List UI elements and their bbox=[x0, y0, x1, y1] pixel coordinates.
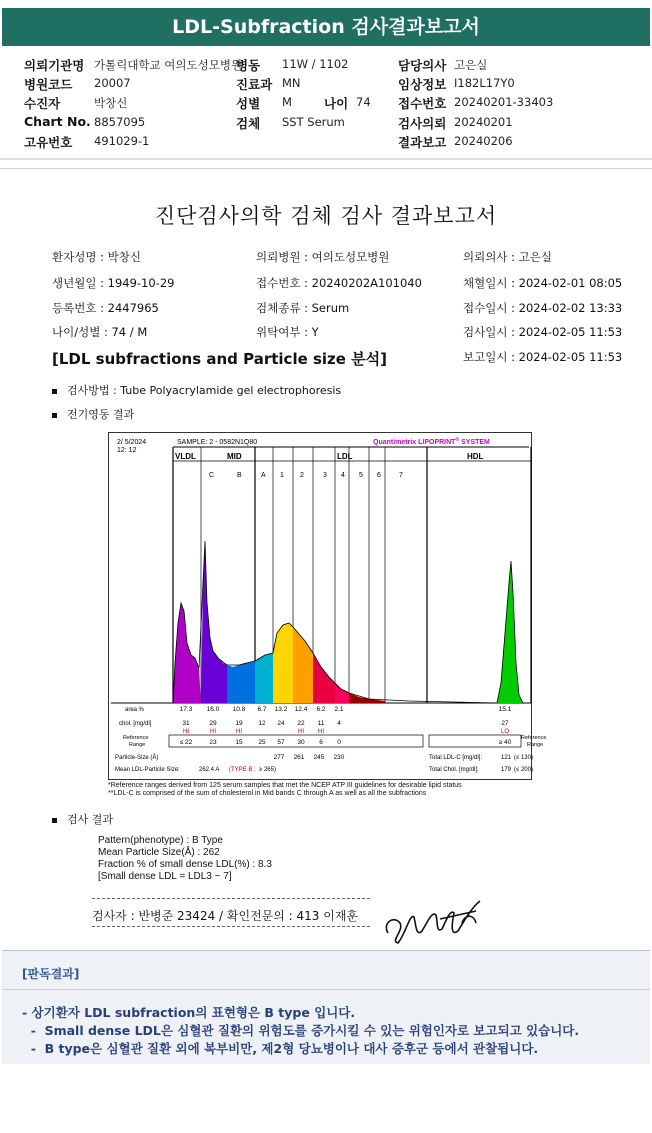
reference-value: 57 bbox=[277, 739, 285, 746]
chart-time: 12: 12 bbox=[117, 447, 137, 454]
mean-ldl-value: 262.4 A bbox=[199, 767, 220, 773]
label-age: 나이 bbox=[324, 96, 349, 111]
result-label: 검사 결과 bbox=[67, 813, 114, 826]
particle-size-value: 245 bbox=[313, 754, 325, 761]
patient-header bbox=[0, 52, 652, 162]
value-specimen: SST Serum bbox=[282, 115, 345, 129]
chol-flag: HI bbox=[298, 729, 304, 735]
band-label: B bbox=[237, 472, 242, 479]
divider bbox=[2, 989, 650, 990]
total-ldl-value: 121 bbox=[501, 755, 512, 761]
chol-value: 22 bbox=[297, 720, 305, 727]
reference-value: 25 bbox=[258, 739, 266, 746]
report-title-bar: LDL-Subfraction 검사결과보고서 bbox=[2, 8, 650, 46]
value-receipt-no: 20240201-33403 bbox=[454, 95, 554, 109]
result-sdldl-def: [Small dense LDL = LDL3 ~ 7] bbox=[98, 871, 232, 882]
chol-value: 4 bbox=[337, 720, 341, 727]
row-label-area: area % bbox=[125, 707, 145, 713]
total-ldl-label: Total LDL-C [mg/dl]: bbox=[429, 755, 483, 761]
value-result-report: 20240206 bbox=[454, 134, 513, 148]
age-sex: 나이/성별 : 74 / M bbox=[52, 325, 148, 339]
registration-number: 등록번호 : 2447965 bbox=[52, 301, 159, 315]
receipt-time: 접수일시 : 2024-02-02 13:33 bbox=[463, 301, 623, 315]
result-mean-size: Mean Particle Size(Å) : 262 bbox=[98, 847, 220, 858]
chart-system bbox=[373, 436, 490, 446]
label-hospital-code: 병원코드 bbox=[24, 77, 73, 92]
value-age: 74 bbox=[356, 95, 371, 109]
label-chart-no: Chart No. bbox=[24, 114, 91, 129]
band-label: 5 bbox=[359, 472, 363, 479]
chol-value: 12 bbox=[258, 720, 266, 727]
particle-size-value: 261 bbox=[293, 754, 305, 761]
label-ward: 병동 bbox=[236, 58, 261, 73]
electrophoresis-chart bbox=[108, 432, 547, 780]
interpretation-title: [판독결과] bbox=[22, 967, 80, 981]
value-doctor: 고은실 bbox=[454, 58, 488, 72]
area-value: 15.1 bbox=[498, 706, 512, 713]
row-label-chol: chol. [mg/dl] bbox=[119, 721, 152, 727]
value-department: MN bbox=[282, 76, 301, 90]
reference-value-hdl: ≥ 40 bbox=[498, 739, 512, 746]
value-hospital-code: 20007 bbox=[94, 76, 131, 90]
chart-system-a: Quantimetrix LIPOPRINT bbox=[373, 439, 456, 446]
footnote-1: *Reference ranges derived from 125 serum samples that met the NCEP ATP III guidelines for desirable lipid status bbox=[108, 782, 462, 789]
value-ward: 11W / 1102 bbox=[282, 57, 349, 71]
chol-flag: HI bbox=[183, 729, 189, 735]
band-label: A bbox=[261, 472, 266, 479]
total-ldl-limit: (≤ 130) bbox=[514, 755, 533, 761]
band-label: 4 bbox=[341, 472, 345, 479]
test-time: 검사일시 : 2024-02-05 11:53 bbox=[463, 325, 623, 339]
particle-size-value: 277 bbox=[273, 754, 285, 761]
band-label: C bbox=[209, 472, 215, 479]
band-label: 7 bbox=[399, 472, 403, 479]
signature-image bbox=[380, 893, 500, 949]
method-label: 검사방법 : bbox=[67, 384, 121, 397]
report-time: 보고일시 : 2024-02-05 11:53 bbox=[463, 350, 623, 364]
bullet-icon bbox=[52, 389, 57, 394]
method-bullet bbox=[52, 382, 341, 398]
area-value: 17.3 bbox=[179, 706, 193, 713]
area-value: 6.7 bbox=[257, 706, 267, 713]
chol-flag: HI bbox=[318, 729, 324, 735]
bullet-icon bbox=[52, 413, 57, 418]
region-label: VLDL bbox=[175, 452, 196, 461]
chart-system-b: SYSTEM bbox=[459, 439, 490, 446]
chol-value: 29 bbox=[209, 720, 217, 727]
receipt-number: 접수번호 : 20240202A101040 bbox=[256, 276, 422, 290]
value-requesting-org: 가톨릭대학교 여의도성모병원 bbox=[94, 58, 243, 72]
area-value: 10.8 bbox=[232, 706, 246, 713]
label-test-request: 검사의뢰 bbox=[398, 116, 447, 131]
requesting-doctor: 의뢰의사 : 고은실 bbox=[463, 250, 552, 264]
method-value: Tube Polyacrylamide gel electrophoresis bbox=[120, 384, 342, 397]
reference-value: 0 bbox=[337, 739, 341, 746]
examiner-line: 검사자 : 반병준 23424 / 확인전문의 : 413 이재훈 bbox=[92, 909, 359, 923]
outsourced: 위탁여부 : Y bbox=[256, 325, 319, 339]
interpretation-line: - 상기환자 LDL subfraction의 표현형은 B type 입니다. bbox=[22, 1005, 356, 1020]
band-label: 3 bbox=[323, 472, 327, 479]
reference-value: 15 bbox=[235, 739, 243, 746]
band-area bbox=[173, 603, 201, 703]
divider bbox=[0, 158, 652, 160]
label-requesting-org: 의뢰기관명 bbox=[24, 58, 85, 73]
value-clinical-info: I182L17Y0 bbox=[454, 76, 515, 90]
result-bullet bbox=[52, 811, 113, 827]
label-sex: 성별 bbox=[236, 96, 261, 111]
mean-ldl-label: Mean LDL-Particle Size: bbox=[115, 767, 180, 773]
result-pattern: Pattern(phenotype) : B Type bbox=[98, 835, 223, 846]
band-area bbox=[335, 683, 349, 703]
particle-size-value: 230 bbox=[333, 754, 345, 761]
chart-system-reg: ® bbox=[455, 437, 460, 443]
result-fraction: Fraction % of small dense LDL(%) : 8.3 bbox=[98, 859, 272, 870]
label-doctor: 담당의사 bbox=[398, 58, 447, 73]
band-area bbox=[255, 653, 273, 703]
birth-date: 생년월일 : 1949-10-29 bbox=[52, 276, 175, 290]
label-specimen: 검체 bbox=[236, 116, 261, 131]
dashed-divider bbox=[92, 898, 370, 899]
footnote-2: **LDL-C is comprised of the sum of cholesterol in Mid bands C through A as well as all the subfractions bbox=[108, 790, 427, 797]
ref-label: Reference bbox=[123, 735, 149, 741]
band-label: 2 bbox=[300, 472, 304, 479]
total-chol-label: Total Chol. [mg/dl]: bbox=[429, 767, 479, 773]
value-chart-no: 8857095 bbox=[94, 115, 146, 129]
document-title: 진단검사의학 검체 검사 결과보고서 bbox=[154, 204, 498, 228]
label-unique-no: 고유번호 bbox=[24, 135, 73, 150]
mean-ldl-type: (TYPE B ; bbox=[229, 767, 256, 773]
collection-time: 채혈일시 : 2024-02-01 08:05 bbox=[463, 276, 623, 290]
total-chol-value: 179 bbox=[501, 767, 512, 773]
electrophoresis-bullet bbox=[52, 406, 134, 422]
reference-value: ≤ 22 bbox=[179, 739, 193, 746]
band-area bbox=[273, 623, 293, 703]
requesting-hospital: 의뢰병원 : 여의도성모병원 bbox=[256, 250, 390, 264]
result-summary bbox=[98, 835, 272, 883]
mean-ldl-limit: ≥ 265) bbox=[259, 767, 276, 773]
label-result-report: 결과보고 bbox=[398, 135, 447, 150]
value-test-request: 20240201 bbox=[454, 115, 513, 129]
divider bbox=[0, 168, 652, 169]
section-title: [LDL subfractions and Particle size 분석] bbox=[52, 350, 388, 368]
area-value: 2.1 bbox=[334, 706, 344, 713]
chol-value: 24 bbox=[277, 720, 285, 727]
patient-name: 환자성명 : 박창신 bbox=[52, 250, 141, 264]
region-label: MID bbox=[227, 452, 242, 461]
dashed-divider bbox=[92, 926, 370, 927]
label-clinical-info: 임상정보 bbox=[398, 77, 447, 92]
reference-value: 6 bbox=[319, 739, 323, 746]
label-department: 진료과 bbox=[236, 77, 273, 92]
chol-flag: LO bbox=[500, 729, 510, 735]
band-area bbox=[227, 661, 255, 703]
chart-date: 2/ 5/2024 bbox=[117, 439, 147, 446]
band-area bbox=[201, 541, 227, 703]
region-label: HDL bbox=[467, 452, 484, 461]
value-unique-no: 491029-1 bbox=[94, 134, 150, 148]
band-area bbox=[313, 653, 335, 703]
region-label: LDL bbox=[337, 452, 353, 461]
reference-value: 30 bbox=[297, 739, 305, 746]
value-examinee: 박창신 bbox=[94, 96, 128, 110]
reference-value: 23 bbox=[209, 739, 217, 746]
chart-dynamic-layer bbox=[111, 447, 546, 773]
interpretation-line: - Small dense LDL은 심혈관 질환의 위험도를 증가시킬 수 있는 위험인자로 보고되고 있습니다. bbox=[22, 1023, 580, 1038]
chol-flag: HI bbox=[236, 729, 242, 735]
chol-flag: HI bbox=[210, 729, 216, 735]
chol-value: 19 bbox=[235, 720, 243, 727]
area-value: 12.4 bbox=[294, 706, 308, 713]
chart-svg bbox=[109, 433, 547, 781]
electrophoresis-label: 전기영동 결과 bbox=[67, 408, 135, 421]
interpretation-line: - B type은 심혈관 질환 외에 복부비만, 제2형 당뇨병이나 대사 증후군 등에서 관찰됩니다. bbox=[22, 1041, 539, 1056]
reference-box bbox=[169, 735, 423, 747]
ref-label-right: Reference bbox=[521, 735, 547, 741]
area-value: 16.0 bbox=[206, 706, 220, 713]
ref-label: Range bbox=[129, 742, 146, 748]
interpretation-panel bbox=[2, 950, 650, 1064]
chol-value: 27 bbox=[501, 720, 509, 727]
total-chol-limit: (≤ 200) bbox=[514, 767, 533, 773]
label-receipt-no: 접수번호 bbox=[398, 96, 447, 111]
band-label: 1 bbox=[280, 472, 284, 479]
area-value: 13.2 bbox=[274, 706, 288, 713]
chart-sample: SAMPLE: 2 - 0582N1Q80 bbox=[177, 439, 258, 446]
specimen-type: 검체종류 : Serum bbox=[256, 301, 350, 315]
ref-label-right: Range bbox=[527, 742, 544, 748]
bullet-icon bbox=[52, 818, 57, 823]
area-value: 6.2 bbox=[316, 706, 326, 713]
label-examinee: 수진자 bbox=[24, 96, 61, 111]
band-label: 6 bbox=[377, 472, 381, 479]
chol-value: 31 bbox=[182, 720, 190, 727]
particle-size-label: Particle-Size (Å) bbox=[115, 755, 159, 761]
value-sex: M bbox=[282, 95, 292, 109]
chol-value: 11 bbox=[317, 720, 325, 727]
